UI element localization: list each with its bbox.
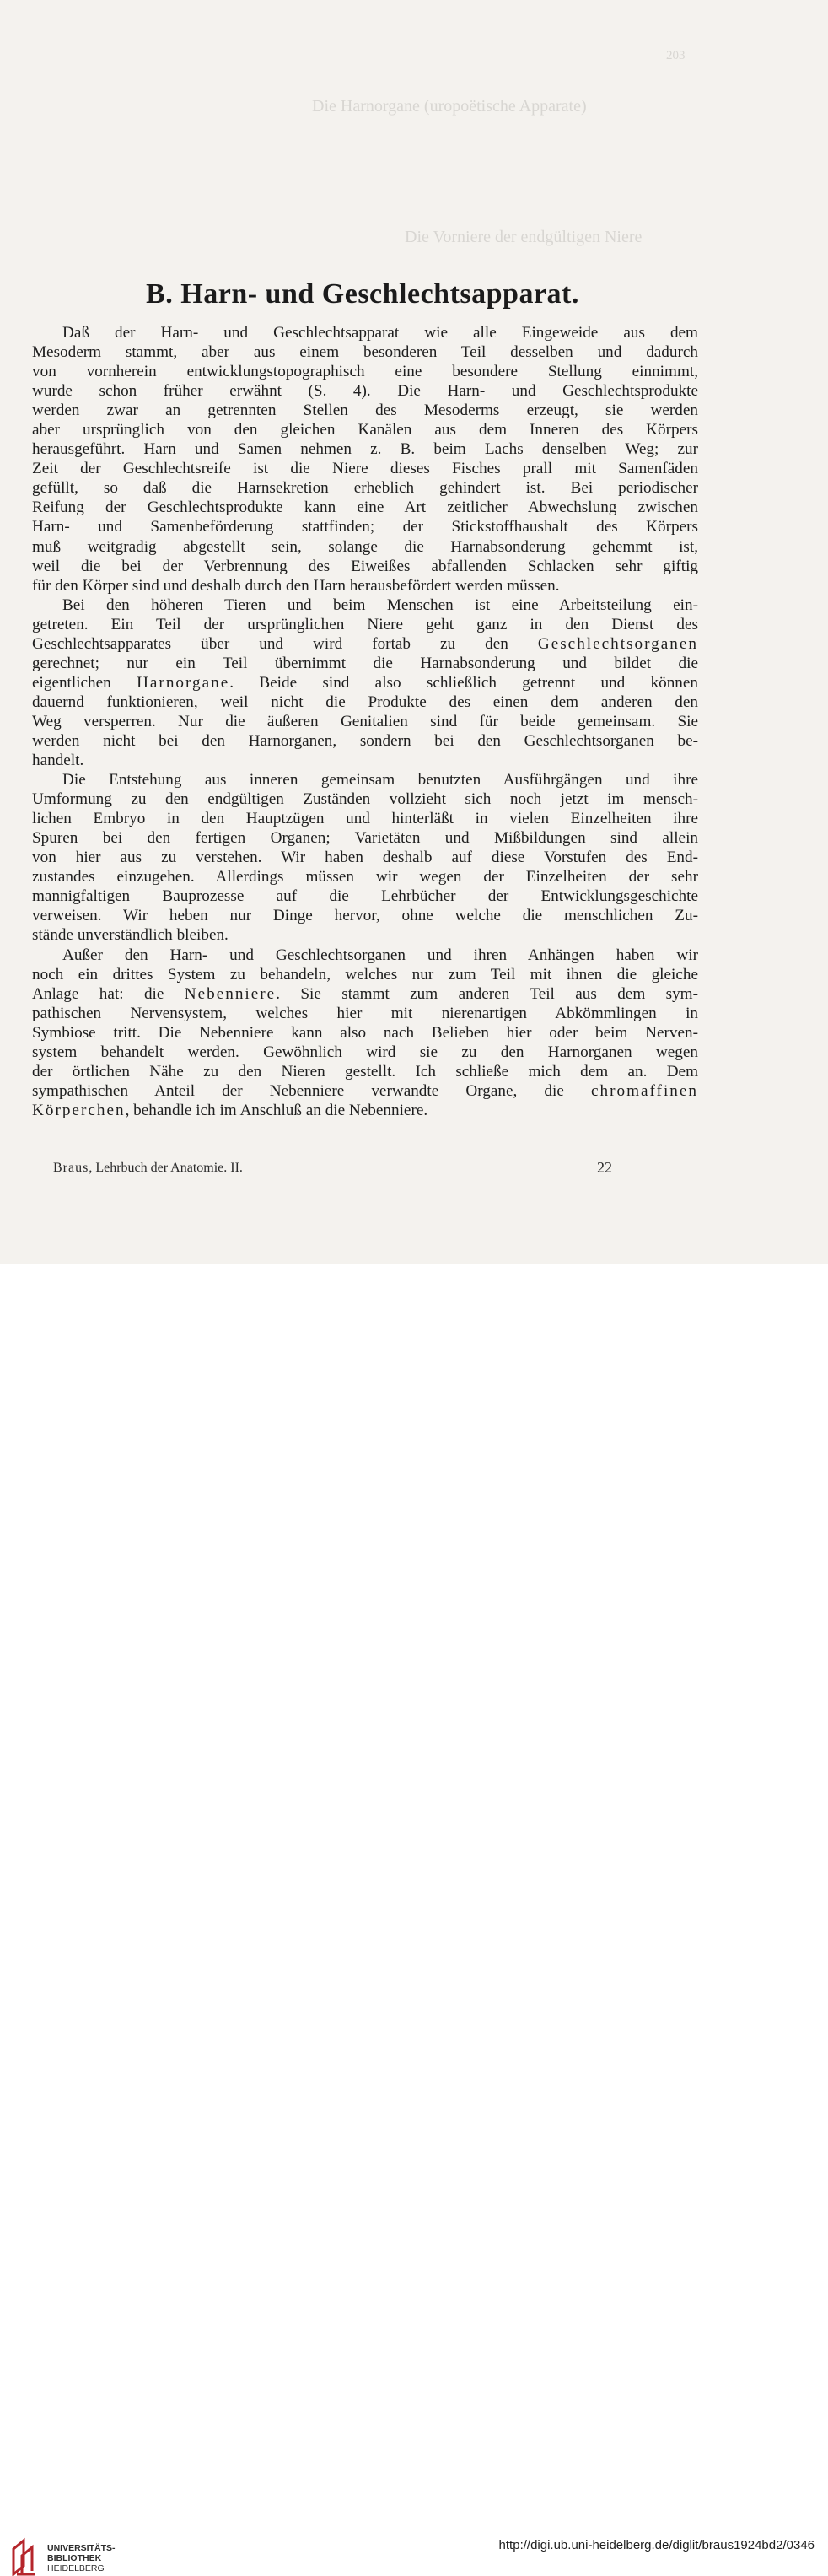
- emphasized-term: Harnorgane: [137, 673, 230, 692]
- text-segment: von vornherein entwicklungstopographisch eine besondere Stellung einnimmt,: [32, 363, 698, 381]
- text-line: [32, 1062, 698, 1081]
- footer-page-number: 22: [597, 1159, 612, 1176]
- text-line: [32, 1081, 698, 1101]
- text-segment: Umformung zu den endgültigen Zuständen vollzieht sich noch jetzt im mensch-: [32, 790, 698, 809]
- text-segment: Daß der Harn- und Geschlechtsapparat wie alle Eingeweide aus dem: [62, 324, 698, 342]
- logo-line-2: BIBLIOTHEK: [47, 2553, 102, 2563]
- viewer-footer-bar: [0, 1264, 828, 2573]
- text-segment: Geschlechtsapparates über und wird fortab zu den: [32, 634, 538, 653]
- text-line: [32, 537, 698, 557]
- text-segment: weil die bei der Verbrennung des Eiweißes abfallenden Schlacken sehr giftig: [32, 557, 698, 575]
- text-segment: lichen Embryo in den Hauptzügen und hinterläßt in vielen Einzelheiten ihre: [32, 810, 698, 828]
- text-segment: werden nicht bei den Harnorganen, sondern bei den Geschlechtsorganen be-: [32, 731, 698, 750]
- text-segment: . Sie stammt zum anderen Teil aus dem sym-: [276, 984, 698, 1003]
- text-segment: von hier aus zu verstehen. Wir haben deshalb auf diese Vorstufen des End-: [32, 849, 698, 867]
- text-line: [32, 459, 698, 478]
- scanned-page: [0, 0, 828, 1264]
- text-line: [32, 478, 698, 498]
- text-line: [32, 1043, 698, 1062]
- text-segment: Anlage hat: die: [32, 984, 185, 1003]
- text-line: [32, 401, 698, 420]
- text-line: [32, 498, 698, 517]
- emphasized-term: Körperchen: [32, 1101, 126, 1119]
- text-line: [32, 712, 698, 731]
- text-line: [32, 1101, 698, 1120]
- emphasized-term: Nebenniere: [184, 984, 277, 1003]
- text-segment: Die Entstehung aus inneren gemeinsam benutzten Ausführgängen und ihre: [62, 771, 698, 790]
- body-text: [32, 323, 698, 1120]
- text-line: [32, 946, 698, 965]
- text-line: [32, 615, 698, 634]
- text-segment: Symbiose tritt. Die Nebenniere kann also nach Belieben hier oder beim Nerven-: [32, 1023, 698, 1042]
- text-line: [32, 342, 698, 362]
- text-line: [32, 693, 698, 712]
- emphasized-term: chromaffinen: [590, 1081, 698, 1100]
- text-segment: Reifung der Geschlechtsprodukte kann eine Art zeitlicher Abwechslung zwischen: [32, 498, 698, 517]
- emphasized-term: Geschlechtsorganen: [537, 634, 698, 653]
- text-segment: , behandle ich im Anschluß an die Nebenniere.: [125, 1101, 428, 1119]
- text-line: [32, 790, 698, 809]
- text-segment: sympathischen Anteil der Nebenniere verwandte Organe, die: [32, 1081, 591, 1100]
- text-line: [32, 634, 698, 654]
- text-segment: wurde schon früher erwähnt (S. 4). Die Harn- und Geschlechtsprodukte: [32, 382, 698, 401]
- text-segment: Spuren bei den fertigen Organen; Varietäten und Mißbildungen sind allein: [32, 829, 698, 848]
- logo-line-3: HEIDELBERG: [47, 2563, 105, 2573]
- text-segment: werden zwar an getrennten Stellen des Mesoderms erzeugt, sie werden: [32, 401, 698, 420]
- text-line: [32, 323, 698, 342]
- text-segment: zustandes einzugehen. Allerdings müssen wir wegen der Einzelheiten der sehr: [32, 868, 698, 887]
- text-line: [32, 362, 698, 381]
- text-line: [32, 828, 698, 848]
- text-segment: dauernd funktionieren, weil nicht die Produkte des einen dem anderen den: [32, 693, 698, 711]
- text-line: [32, 965, 698, 984]
- text-segment: noch ein drittes System zu behandeln, welches nur zum Teil mit ihnen die gleiche: [32, 965, 698, 984]
- library-logo-text[interactable]: [47, 2543, 116, 2573]
- text-line: [32, 887, 698, 906]
- text-segment: handelt.: [32, 752, 84, 770]
- text-line: [32, 751, 698, 770]
- bleed-through-page-number: 203: [666, 49, 686, 62]
- text-line: [32, 867, 698, 887]
- text-line: [32, 439, 698, 459]
- text-line: [32, 595, 698, 615]
- text-segment: Außer den Harn- und Geschlechtsorganen und ihren Anhängen haben wir: [62, 946, 698, 964]
- bleed-through-subheading: Die Vorniere der endgültigen Niere: [405, 228, 643, 246]
- text-segment: herausgeführt. Harn und Samen nehmen z. B. beim Lachs denselben Weg; zur: [32, 440, 698, 459]
- library-logo-icon[interactable]: [10, 2537, 39, 2576]
- text-segment: Zeit der Geschlechtsreife ist die Niere dieses Fisches prall mit Samenfäden: [32, 460, 698, 478]
- text-segment: für den Körper sind und deshalb durch den Harn herausbefördert werden müssen.: [32, 576, 560, 595]
- text-line: [32, 420, 698, 439]
- text-line: [32, 673, 698, 693]
- text-line: [32, 731, 698, 751]
- text-line: [32, 770, 698, 790]
- text-segment: system behandelt werden. Gewöhnlich wird sie zu den Harnorganen wegen: [32, 1043, 698, 1061]
- text-line: [32, 557, 698, 576]
- text-segment: Mesoderm stammt, aber aus einem besonderen Teil desselben und dadurch: [32, 343, 698, 362]
- text-segment: mannigfaltigen Bauprozesse auf die Lehrbücher der Entwicklungsgeschichte: [32, 887, 698, 906]
- text-line: [32, 517, 698, 536]
- text-line: [32, 576, 698, 595]
- text-line: [32, 984, 698, 1004]
- text-segment: Weg versperren. Nur die äußeren Genitalien sind für beide gemeinsam. Sie: [32, 712, 698, 730]
- text-segment: stände unverständlich bleiben.: [32, 926, 229, 945]
- text-segment: muß weitgradig abgestellt sein, solange die Harnabsonderung gehemmt ist,: [32, 537, 698, 556]
- text-segment: gerechnet; nur ein Teil übernimmt die Harnabsonderung und bildet die: [32, 654, 698, 672]
- text-line: [32, 654, 698, 673]
- running-footer: [53, 1161, 243, 1176]
- text-segment: gefüllt, so daß die Harnsekretion erheblich gehindert ist. Bei periodischer: [32, 479, 698, 498]
- text-line: [32, 1004, 698, 1023]
- source-url-link[interactable]: http://digi.ub.uni-heidelberg.de/diglit/braus1924bd2/0346: [498, 2538, 815, 2552]
- text-line: [32, 925, 698, 945]
- bleed-through-heading: Die Harnorgane (uropoëtische Apparate): [312, 97, 587, 116]
- text-segment: verweisen. Wir heben nur Dinge hervor, ohne welche die menschlichen Zu-: [32, 907, 698, 925]
- text-segment: aber ursprünglich von den gleichen Kanälen aus dem Inneren des Körpers: [32, 421, 698, 439]
- text-segment: Bei den höheren Tieren und beim Menschen ist eine Arbeitsteilung ein-: [62, 595, 698, 614]
- text-segment: pathischen Nervensystem, welches hier mit nierenartigen Abkömmlingen in: [32, 1004, 698, 1022]
- text-line: [32, 381, 698, 401]
- text-segment: getreten. Ein Teil der ursprünglichen Niere geht ganz in den Dienst des: [32, 615, 698, 633]
- logo-line-1: UNIVERSITÄTS-: [47, 2543, 116, 2553]
- text-segment: . Beide sind also schließlich getrennt und können: [229, 673, 698, 692]
- footer-author: Braus: [53, 1161, 89, 1175]
- text-line: [32, 848, 698, 867]
- text-segment: der örtlichen Nähe zu den Nieren gestellt. Ich schließe mich dem an. Dem: [32, 1062, 698, 1081]
- text-line: [32, 1023, 698, 1043]
- text-segment: Harn- und Samenbeförderung stattfinden; der Stickstoffhaushalt des Körpers: [32, 518, 698, 536]
- footer-book-title: , Lehrbuch der Anatomie. II.: [89, 1161, 243, 1175]
- section-title: B. Harn- und Geschlechtsapparat.: [146, 278, 579, 310]
- text-segment: eigentlichen: [32, 673, 137, 692]
- text-line: [32, 809, 698, 828]
- text-line: [32, 906, 698, 925]
